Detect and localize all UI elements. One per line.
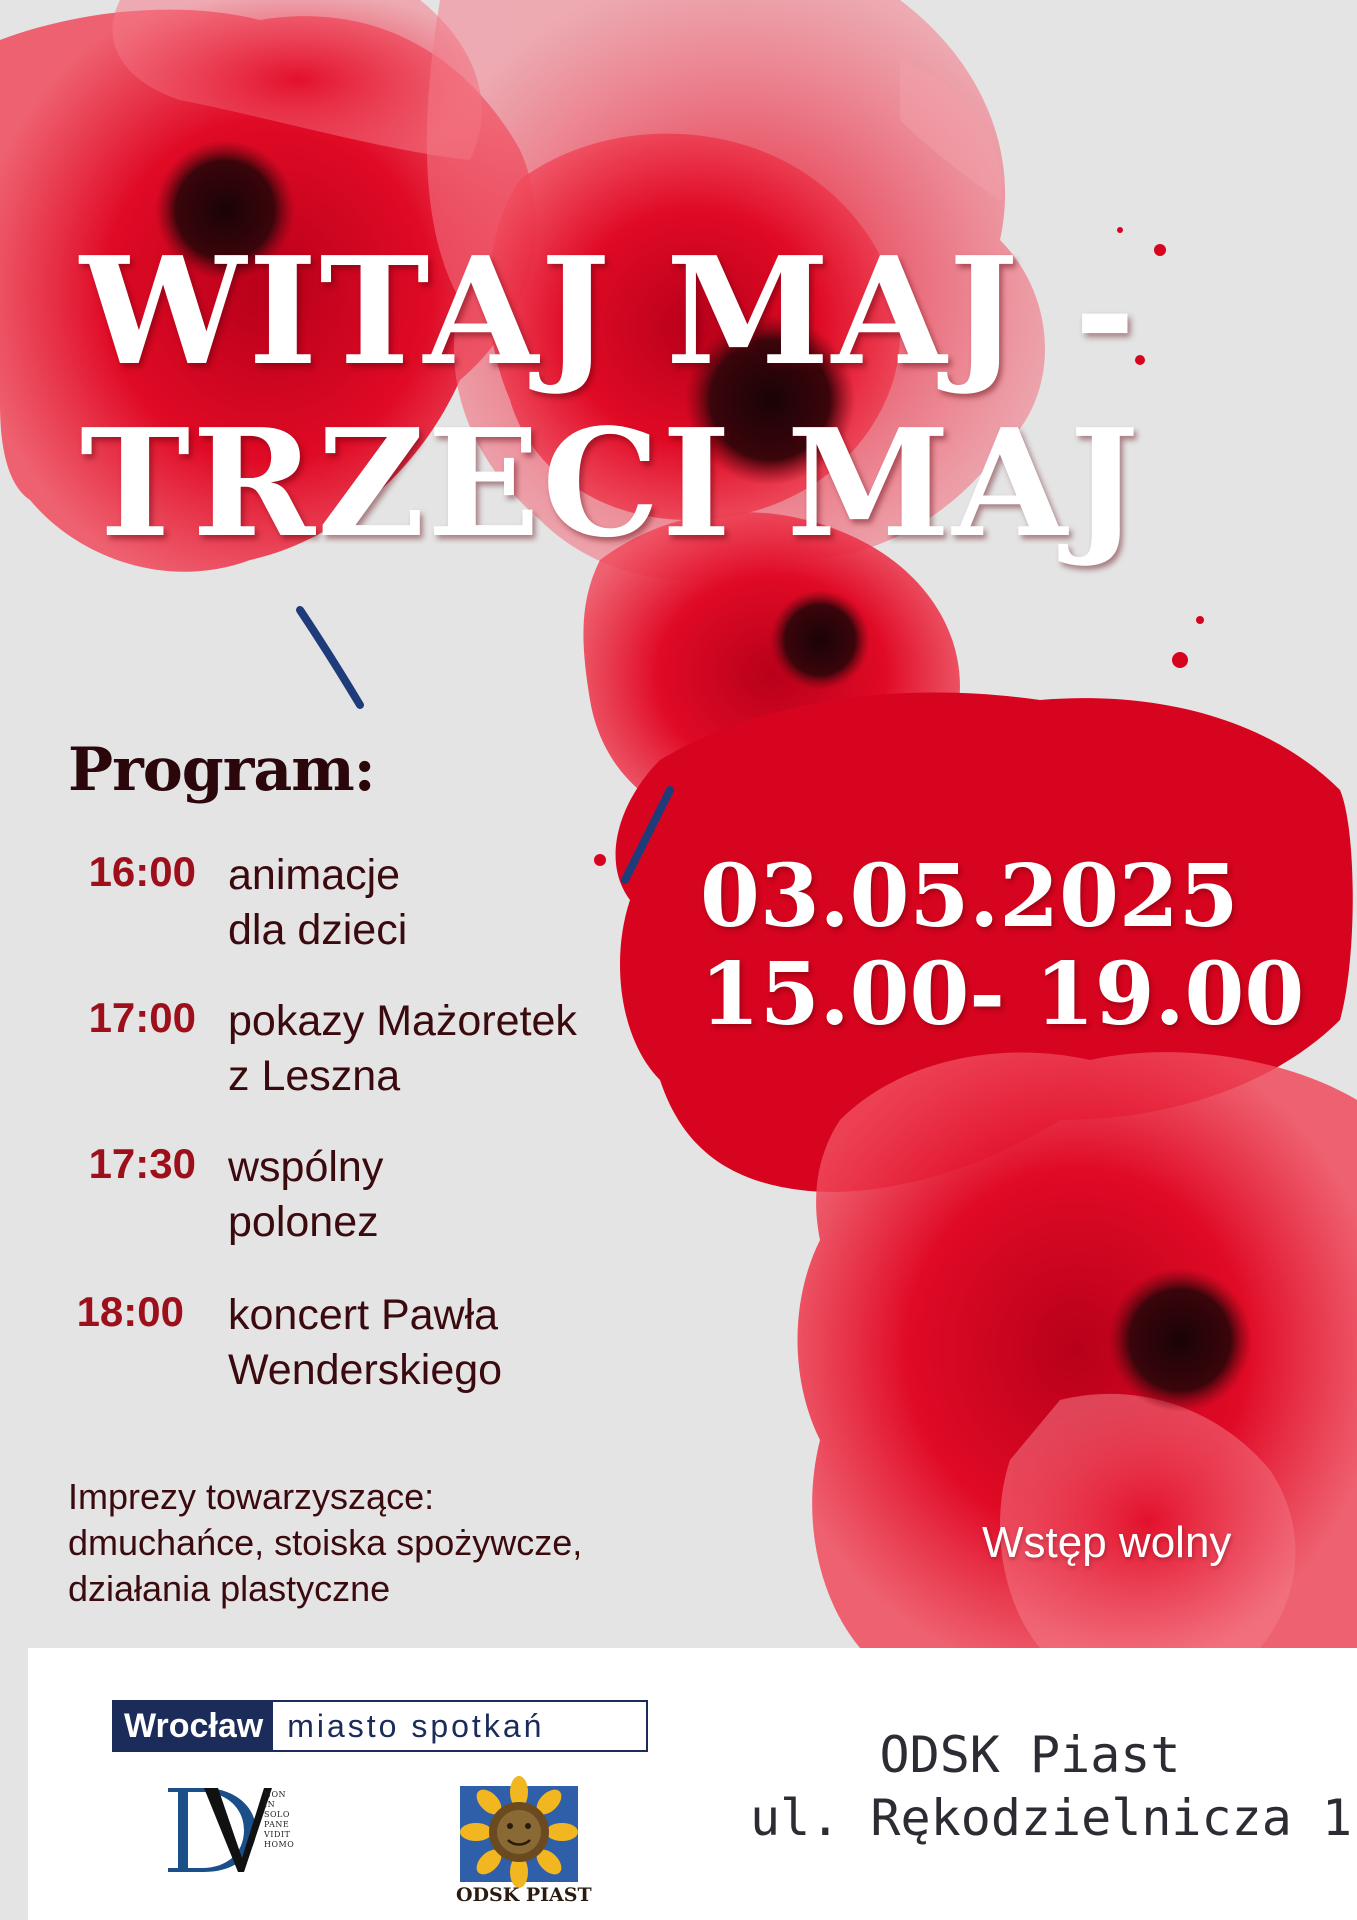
wroclaw-logo bbox=[112, 1700, 648, 1752]
program-heading: Program: bbox=[68, 735, 375, 805]
footer-panel bbox=[28, 1648, 1357, 1920]
program-description-line: z Leszna bbox=[228, 1052, 401, 1100]
side-events bbox=[68, 1474, 582, 1612]
program-description-line: Wenderskiego bbox=[228, 1346, 503, 1394]
dv-motto-line: VIDIT bbox=[264, 1830, 291, 1839]
program-description bbox=[228, 848, 668, 958]
program-description bbox=[228, 1288, 668, 1398]
dv-motto-line: NON bbox=[264, 1790, 287, 1799]
title-line-1: WITAJ MAJ - bbox=[80, 224, 1138, 398]
program-description bbox=[228, 1140, 668, 1250]
program-description bbox=[228, 994, 668, 1104]
event-date-time bbox=[700, 848, 1304, 1044]
dv-motto-line: PANE bbox=[264, 1820, 290, 1829]
dv-logo-motto bbox=[264, 1790, 294, 1850]
side-events-line: działania plastyczne bbox=[68, 1568, 391, 1609]
program-time: 18:00 bbox=[76, 1288, 184, 1335]
program-description-line: pokazy Mażoretek bbox=[228, 997, 577, 1045]
venue-name: ODSK Piast bbox=[879, 1726, 1181, 1784]
program-description-line: polonez bbox=[228, 1198, 379, 1246]
side-events-line: Imprezy towarzyszące: bbox=[68, 1476, 435, 1517]
dv-motto-line: HOMO bbox=[264, 1840, 295, 1849]
event-date: 03.05.2025 bbox=[700, 846, 1239, 947]
venue-address bbox=[750, 1724, 1353, 1850]
program-time: 16:00 bbox=[88, 848, 196, 895]
piast-logo-label: ODSK PIAST bbox=[456, 1884, 592, 1906]
program-description-line: animacje bbox=[228, 851, 401, 899]
poster-title bbox=[80, 225, 1141, 569]
dv-motto-line: SOLO bbox=[264, 1810, 290, 1819]
wroclaw-logo-slogan: miasto spotkań bbox=[287, 1708, 545, 1744]
dv-motto-line: IN bbox=[264, 1800, 276, 1809]
program-time: 17:30 bbox=[88, 1140, 196, 1187]
venue-street: ul. Rękodzielnicza 1 bbox=[750, 1789, 1353, 1847]
program-description-line: wspólny bbox=[228, 1143, 384, 1191]
program-time: 17:00 bbox=[88, 994, 196, 1041]
program-description-line: dla dzieci bbox=[228, 906, 408, 954]
sunflower-logo-icon bbox=[456, 1772, 586, 1902]
program-item bbox=[56, 1288, 656, 1398]
program-item bbox=[56, 1140, 656, 1250]
event-hours: 15.00- 19.00 bbox=[700, 944, 1305, 1045]
program-item bbox=[56, 848, 656, 958]
program-item bbox=[56, 994, 656, 1104]
free-entry-label: Wstęp wolny bbox=[982, 1518, 1232, 1567]
program-description-line: koncert Pawła bbox=[228, 1291, 499, 1339]
side-events-line: dmuchańce, stoiska spożywcze, bbox=[68, 1522, 583, 1563]
title-line-2: TRZECI MAJ bbox=[80, 396, 1142, 570]
poppy-stem-icon bbox=[300, 610, 360, 705]
wroclaw-logo-name: Wrocław bbox=[114, 1702, 273, 1750]
